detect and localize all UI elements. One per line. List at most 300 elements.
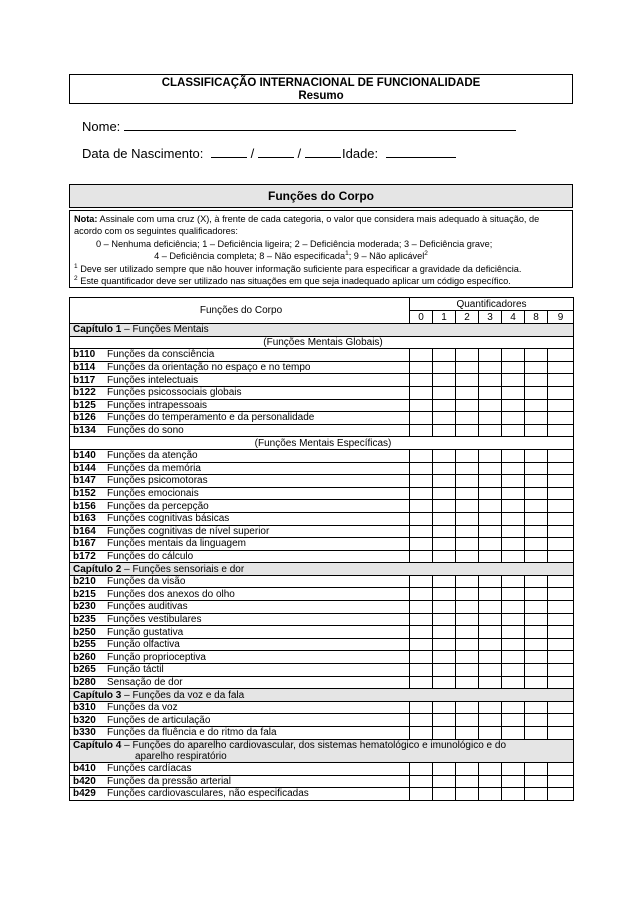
table-row	[70, 525, 574, 538]
qualifiers-line-1: 0 – Nenhuma deficiência; 1 – Deficiência ligeira; 2 – Deficiência moderada; 3 – Deficiência grave;	[96, 238, 493, 249]
category-code: b152	[73, 488, 96, 500]
qualifier-checkbox-0[interactable]	[410, 386, 433, 399]
footnote-mark: 2	[424, 250, 428, 258]
qualifier-checkbox-0[interactable]	[410, 626, 433, 639]
qualifier-checkbox-8[interactable]	[525, 462, 548, 475]
qualifier-checkbox-2[interactable]	[456, 676, 479, 689]
qualifier-checkbox-4[interactable]	[502, 361, 525, 374]
category-code: b210	[73, 576, 96, 588]
qualifier-checkbox-0[interactable]	[410, 525, 433, 538]
category-cell	[70, 487, 410, 500]
qualifier-checkbox-2[interactable]	[456, 374, 479, 387]
table-row	[70, 575, 574, 588]
subsection-title: (Funções Mentais Globais)	[70, 336, 574, 349]
qualifier-checkbox-4[interactable]	[502, 412, 525, 425]
table-row	[70, 550, 574, 563]
qualifier-checkbox-4[interactable]	[502, 475, 525, 488]
qualifier-checkbox-9[interactable]	[548, 361, 574, 374]
table-row	[70, 449, 574, 462]
qualifier-checkbox-3[interactable]	[479, 601, 502, 614]
qualifier-checkbox-1[interactable]	[433, 638, 456, 651]
qualifier-checkbox-1[interactable]	[433, 626, 456, 639]
qualifier-checkbox-9[interactable]	[548, 525, 574, 538]
qualifier-checkbox-9[interactable]	[548, 762, 574, 775]
qualifier-checkbox-2[interactable]	[456, 651, 479, 664]
table-row	[70, 399, 574, 412]
category-cell	[70, 762, 410, 775]
table-row	[70, 475, 574, 488]
qualifier-checkbox-2[interactable]	[456, 714, 479, 727]
qualifier-checkbox-3[interactable]	[479, 613, 502, 626]
qualifier-checkbox-1[interactable]	[433, 788, 456, 801]
category-code: b420	[73, 775, 96, 787]
document-header	[69, 74, 573, 104]
qualifier-checkbox-0[interactable]	[410, 714, 433, 727]
qualifier-checkbox-2[interactable]	[456, 762, 479, 775]
qualifier-checkbox-2[interactable]	[456, 613, 479, 626]
qualifier-checkbox-4[interactable]	[502, 374, 525, 387]
qualifier-checkbox-1[interactable]	[433, 512, 456, 525]
qualifier-checkbox-1[interactable]	[433, 775, 456, 788]
qualifier-checkbox-8[interactable]	[525, 525, 548, 538]
qualifier-checkbox-1[interactable]	[433, 412, 456, 425]
category-name: Funções do sono	[107, 425, 184, 437]
qualifier-checkbox-8[interactable]	[525, 512, 548, 525]
category-name: Funções da memória	[107, 462, 201, 474]
qualifier-checkbox-8[interactable]	[525, 601, 548, 614]
qualifier-checkbox-2[interactable]	[456, 638, 479, 651]
footnote-2-text: Este quantificador deve ser utilizado nas situações em que seja inadequado aplicar um código específico.	[80, 276, 511, 287]
qualifier-checkbox-4[interactable]	[502, 664, 525, 677]
qualifier-checkbox-2[interactable]	[456, 575, 479, 588]
category-cell	[70, 626, 410, 639]
qualifiers-line-2	[74, 250, 568, 262]
qualifier-checkbox-0[interactable]	[410, 412, 433, 425]
table-row	[70, 500, 574, 513]
qualifier-checkbox-0[interactable]	[410, 399, 433, 412]
qualifier-checkbox-0[interactable]	[410, 475, 433, 488]
qualifier-checkbox-2[interactable]	[456, 512, 479, 525]
table-row	[70, 512, 574, 525]
qualifier-checkbox-9[interactable]	[548, 374, 574, 387]
qualifier-checkbox-8[interactable]	[525, 676, 548, 689]
qualifier-checkbox-9[interactable]	[548, 788, 574, 801]
column-header-quantifiers: Quantificadores	[410, 298, 574, 311]
qualifier-checkbox-2[interactable]	[456, 475, 479, 488]
qualifier-checkbox-3[interactable]	[479, 575, 502, 588]
qualifier-checkbox-1[interactable]	[433, 538, 456, 551]
qualifier-checkbox-0[interactable]	[410, 664, 433, 677]
qualifier-checkbox-3[interactable]	[479, 349, 502, 362]
category-name: Funções cognitivas de nível superior	[107, 525, 270, 537]
qualifier-checkbox-1[interactable]	[433, 664, 456, 677]
qualifier-checkbox-8[interactable]	[525, 701, 548, 714]
column-header-functions: Funções do Corpo	[70, 298, 410, 324]
qualifier-checkbox-3[interactable]	[479, 651, 502, 664]
qualifier-checkbox-0[interactable]	[410, 601, 433, 614]
qualifier-checkbox-2[interactable]	[456, 538, 479, 551]
qualifier-checkbox-1[interactable]	[433, 727, 456, 740]
qualifier-checkbox-8[interactable]	[525, 775, 548, 788]
qualifier-checkbox-9[interactable]	[548, 701, 574, 714]
category-name: Funções intrapessoais	[107, 399, 208, 411]
subsection-title: (Funções Mentais Específicas)	[70, 437, 574, 450]
qualifier-checkbox-8[interactable]	[525, 349, 548, 362]
qualifier-checkbox-0[interactable]	[410, 462, 433, 475]
qualifier-checkbox-8[interactable]	[525, 550, 548, 563]
qualifier-checkbox-8[interactable]	[525, 361, 548, 374]
qualifier-checkbox-9[interactable]	[548, 676, 574, 689]
qualifier-checkbox-8[interactable]	[525, 651, 548, 664]
qualifier-checkbox-8[interactable]	[525, 762, 548, 775]
qualifier-checkbox-0[interactable]	[410, 374, 433, 387]
qualifier-checkbox-3[interactable]	[479, 500, 502, 513]
qualifier-checkbox-8[interactable]	[525, 399, 548, 412]
qualifier-checkbox-3[interactable]	[479, 399, 502, 412]
footnote-mark: 1	[74, 262, 78, 270]
qualifier-checkbox-9[interactable]	[548, 775, 574, 788]
qualifier-checkbox-3[interactable]	[479, 512, 502, 525]
qualifier-checkbox-9[interactable]	[548, 651, 574, 664]
qualifier-checkbox-0[interactable]	[410, 651, 433, 664]
qualifier-checkbox-8[interactable]	[525, 449, 548, 462]
qualifier-checkbox-4[interactable]	[502, 462, 525, 475]
category-name: Funções da voz	[107, 702, 178, 714]
category-code: b114	[73, 362, 96, 374]
qualifier-checkbox-3[interactable]	[479, 386, 502, 399]
qualifier-checkbox-3[interactable]	[479, 475, 502, 488]
qualifier-checkbox-1[interactable]	[433, 361, 456, 374]
qualifier-checkbox-0[interactable]	[410, 775, 433, 788]
qualifier-checkbox-1[interactable]	[433, 601, 456, 614]
chapter-title: – Funções sensoriais e dor	[121, 563, 245, 575]
qualifier-checkbox-3[interactable]	[479, 487, 502, 500]
category-name: Função táctil	[107, 664, 164, 676]
qualifier-checkbox-1[interactable]	[433, 374, 456, 387]
qualifier-checkbox-0[interactable]	[410, 588, 433, 601]
table-row	[70, 487, 574, 500]
qualifier-checkbox-4[interactable]	[502, 626, 525, 639]
category-code: b167	[73, 538, 96, 550]
table-row	[70, 638, 574, 651]
qualifier-checkbox-4[interactable]	[502, 525, 525, 538]
qualifier-checkbox-9[interactable]	[548, 424, 574, 437]
category-name: Funções da consciência	[107, 349, 215, 361]
qualifier-checkbox-4[interactable]	[502, 500, 525, 513]
qualifier-checkbox-1[interactable]	[433, 475, 456, 488]
qualifier-checkbox-8[interactable]	[525, 487, 548, 500]
category-code: b250	[73, 626, 96, 638]
qualifier-checkbox-1[interactable]	[433, 349, 456, 362]
qualifier-checkbox-2[interactable]	[456, 727, 479, 740]
qualifier-checkbox-2[interactable]	[456, 525, 479, 538]
section-title: Funções do Corpo	[69, 184, 573, 208]
qualifier-checkbox-0[interactable]	[410, 613, 433, 626]
qualifier-checkbox-8[interactable]	[525, 714, 548, 727]
qualifier-checkbox-4[interactable]	[502, 762, 525, 775]
qualifier-checkbox-8[interactable]	[525, 424, 548, 437]
category-name: Sensação de dor	[107, 676, 183, 688]
subsection-row	[70, 336, 574, 349]
qualifier-checkbox-4[interactable]	[502, 575, 525, 588]
qualifier-checkbox-9[interactable]	[548, 412, 574, 425]
qualifier-checkbox-8[interactable]	[525, 500, 548, 513]
qualifier-checkbox-3[interactable]	[479, 449, 502, 462]
qualifier-checkbox-0[interactable]	[410, 727, 433, 740]
qualifier-checkbox-1[interactable]	[433, 449, 456, 462]
category-code: b122	[73, 387, 96, 399]
qualifier-checkbox-1[interactable]	[433, 424, 456, 437]
qualifier-checkbox-1[interactable]	[433, 613, 456, 626]
date-separator: /	[250, 146, 255, 161]
qualifier-checkbox-3[interactable]	[479, 714, 502, 727]
birth-date-field	[82, 146, 341, 161]
category-cell	[70, 664, 410, 677]
qualifier-checkbox-3[interactable]	[479, 550, 502, 563]
qualifier-checkbox-8[interactable]	[525, 727, 548, 740]
qualifier-checkbox-2[interactable]	[456, 361, 479, 374]
qualifier-checkbox-4[interactable]	[502, 349, 525, 362]
qualifier-checkbox-4[interactable]	[502, 676, 525, 689]
category-code: b280	[73, 676, 96, 688]
qualifier-checkbox-0[interactable]	[410, 449, 433, 462]
table-row	[70, 727, 574, 740]
qualifier-checkbox-9[interactable]	[548, 550, 574, 563]
qualifier-checkbox-9[interactable]	[548, 487, 574, 500]
qualifier-checkbox-1[interactable]	[433, 550, 456, 563]
chapter-label: Capítulo 4	[73, 739, 122, 751]
qualifier-checkbox-4[interactable]	[502, 788, 525, 801]
qualifier-checkbox-8[interactable]	[525, 588, 548, 601]
footnote-2	[74, 275, 568, 287]
qualifier-checkbox-3[interactable]	[479, 664, 502, 677]
qualifier-checkbox-0[interactable]	[410, 676, 433, 689]
qualifier-checkbox-3[interactable]	[479, 638, 502, 651]
qualifier-checkbox-0[interactable]	[410, 762, 433, 775]
qualifier-checkbox-4[interactable]	[502, 386, 525, 399]
qualifier-checkbox-9[interactable]	[548, 500, 574, 513]
age-field	[342, 146, 456, 161]
category-code: b310	[73, 702, 96, 714]
qualifier-checkbox-9[interactable]	[548, 588, 574, 601]
qualifier-checkbox-9[interactable]	[548, 399, 574, 412]
qualifier-checkbox-9[interactable]	[548, 638, 574, 651]
qualifier-checkbox-4[interactable]	[502, 449, 525, 462]
qualifier-checkbox-1[interactable]	[433, 386, 456, 399]
qualifier-checkbox-0[interactable]	[410, 638, 433, 651]
qualifier-checkbox-9[interactable]	[548, 512, 574, 525]
table-row	[70, 424, 574, 437]
qualifier-checkbox-4[interactable]	[502, 714, 525, 727]
qualifier-checkbox-0[interactable]	[410, 512, 433, 525]
qualifier-checkbox-0[interactable]	[410, 487, 433, 500]
qualifier-checkbox-9[interactable]	[548, 575, 574, 588]
qualifier-checkbox-2[interactable]	[456, 550, 479, 563]
qualifier-checkbox-2[interactable]	[456, 775, 479, 788]
qualifier-checkbox-0[interactable]	[410, 424, 433, 437]
category-cell	[70, 525, 410, 538]
qualifier-checkbox-9[interactable]	[548, 626, 574, 639]
qualifier-checkbox-8[interactable]	[525, 613, 548, 626]
qualifier-checkbox-2[interactable]	[456, 788, 479, 801]
chapter-label: Capítulo 2	[73, 563, 122, 575]
qualifier-checkbox-9[interactable]	[548, 664, 574, 677]
chapter-row	[70, 324, 574, 337]
qualifier-checkbox-2[interactable]	[456, 399, 479, 412]
qualifier-checkbox-1[interactable]	[433, 575, 456, 588]
qualifier-checkbox-1[interactable]	[433, 525, 456, 538]
qualifier-checkbox-3[interactable]	[479, 775, 502, 788]
qualifier-checkbox-9[interactable]	[548, 475, 574, 488]
qualifier-checkbox-8[interactable]	[525, 412, 548, 425]
qualifier-checkbox-4[interactable]	[502, 424, 525, 437]
qualifier-checkbox-3[interactable]	[479, 538, 502, 551]
qualifier-checkbox-8[interactable]	[525, 386, 548, 399]
qualifier-checkbox-1[interactable]	[433, 651, 456, 664]
qualifier-checkbox-2[interactable]	[456, 601, 479, 614]
qualifier-checkbox-1[interactable]	[433, 762, 456, 775]
qualifier-checkbox-0[interactable]	[410, 701, 433, 714]
category-cell	[70, 775, 410, 788]
qualifier-checkbox-3[interactable]	[479, 788, 502, 801]
qualifier-checkbox-2[interactable]	[456, 449, 479, 462]
qualifier-checkbox-9[interactable]	[548, 727, 574, 740]
table-row	[70, 775, 574, 788]
qualifier-checkbox-4[interactable]	[502, 399, 525, 412]
quantifier-header-3: 3	[479, 311, 502, 324]
qualifier-checkbox-4[interactable]	[502, 613, 525, 626]
qualifier-checkbox-2[interactable]	[456, 412, 479, 425]
qualifier-checkbox-9[interactable]	[548, 714, 574, 727]
qualifier-checkbox-4[interactable]	[502, 487, 525, 500]
qualifier-checkbox-3[interactable]	[479, 762, 502, 775]
qualifier-checkbox-0[interactable]	[410, 550, 433, 563]
qualifier-checkbox-3[interactable]	[479, 424, 502, 437]
category-code: b235	[73, 613, 96, 625]
qualifier-checkbox-9[interactable]	[548, 462, 574, 475]
age-input-line[interactable]	[386, 157, 456, 158]
category-name: Funções psicomotoras	[107, 475, 208, 487]
qualifier-checkbox-3[interactable]	[479, 676, 502, 689]
qualifier-checkbox-0[interactable]	[410, 361, 433, 374]
qualifier-checkbox-3[interactable]	[479, 626, 502, 639]
birth-day-line[interactable]	[211, 157, 247, 158]
qualifier-checkbox-4[interactable]	[502, 638, 525, 651]
qualifier-checkbox-1[interactable]	[433, 487, 456, 500]
qualifier-checkbox-2[interactable]	[456, 626, 479, 639]
category-cell	[70, 475, 410, 488]
qualifier-checkbox-1[interactable]	[433, 399, 456, 412]
qualifier-checkbox-3[interactable]	[479, 374, 502, 387]
category-cell	[70, 349, 410, 362]
qualifier-checkbox-2[interactable]	[456, 701, 479, 714]
category-name: Funções cognitivas básicas	[107, 513, 230, 525]
qualifier-checkbox-2[interactable]	[456, 424, 479, 437]
qualifier-checkbox-3[interactable]	[479, 588, 502, 601]
qualifier-checkbox-4[interactable]	[502, 651, 525, 664]
qualifier-checkbox-0[interactable]	[410, 575, 433, 588]
qualifiers-table	[69, 297, 574, 801]
category-code: b410	[73, 763, 96, 775]
qualifier-checkbox-9[interactable]	[548, 386, 574, 399]
qualifier-checkbox-9[interactable]	[548, 538, 574, 551]
qualifier-checkbox-1[interactable]	[433, 500, 456, 513]
qualifier-checkbox-0[interactable]	[410, 538, 433, 551]
qualifier-checkbox-8[interactable]	[525, 638, 548, 651]
table-row	[70, 788, 574, 801]
table-row	[70, 714, 574, 727]
qualifier-checkbox-0[interactable]	[410, 349, 433, 362]
name-input-line[interactable]	[124, 130, 516, 131]
qualifier-checkbox-3[interactable]	[479, 701, 502, 714]
qualifier-checkbox-2[interactable]	[456, 349, 479, 362]
document-title: CLASSIFICAÇÃO INTERNACIONAL DE FUNCIONALIDADE	[161, 77, 481, 89]
category-code: b255	[73, 639, 96, 651]
qualifier-checkbox-8[interactable]	[525, 374, 548, 387]
qualifier-checkbox-2[interactable]	[456, 500, 479, 513]
qualifier-checkbox-9[interactable]	[548, 349, 574, 362]
qualifier-checkbox-1[interactable]	[433, 462, 456, 475]
qualifier-checkbox-8[interactable]	[525, 788, 548, 801]
qualifier-checkbox-8[interactable]	[525, 664, 548, 677]
category-name: Função olfactiva	[107, 639, 180, 651]
qualifier-checkbox-9[interactable]	[548, 449, 574, 462]
qualifier-checkbox-2[interactable]	[456, 462, 479, 475]
qualifier-checkbox-0[interactable]	[410, 788, 433, 801]
qualifier-checkbox-4[interactable]	[502, 775, 525, 788]
qualifier-checkbox-3[interactable]	[479, 462, 502, 475]
qualifier-checkbox-8[interactable]	[525, 538, 548, 551]
qualifier-checkbox-3[interactable]	[479, 361, 502, 374]
qualifier-checkbox-4[interactable]	[502, 512, 525, 525]
qualifier-checkbox-2[interactable]	[456, 386, 479, 399]
category-name: Funções cardiovasculares, não especificadas	[107, 788, 309, 800]
category-cell	[70, 727, 410, 740]
qualifier-checkbox-4[interactable]	[502, 701, 525, 714]
birth-month-line[interactable]	[258, 157, 294, 158]
qualifier-checkbox-9[interactable]	[548, 601, 574, 614]
table-header-row	[70, 298, 574, 311]
qualifier-checkbox-3[interactable]	[479, 412, 502, 425]
birth-year-line[interactable]	[305, 157, 341, 158]
qualifier-checkbox-9[interactable]	[548, 613, 574, 626]
qualifier-checkbox-2[interactable]	[456, 664, 479, 677]
qualifier-checkbox-1[interactable]	[433, 701, 456, 714]
qualifier-checkbox-3[interactable]	[479, 727, 502, 740]
qualifier-checkbox-2[interactable]	[456, 588, 479, 601]
qualifier-checkbox-3[interactable]	[479, 525, 502, 538]
category-cell	[70, 500, 410, 513]
category-name: Funções mentais da linguagem	[107, 538, 246, 550]
qualifier-checkbox-1[interactable]	[433, 714, 456, 727]
qualifier-checkbox-1[interactable]	[433, 588, 456, 601]
note-label: Nota:	[74, 214, 98, 224]
qualifier-checkbox-2[interactable]	[456, 487, 479, 500]
chapter-title: – Funções Mentais	[121, 324, 209, 336]
footnote-mark: 1	[345, 250, 349, 258]
qualifier-checkbox-8[interactable]	[525, 475, 548, 488]
qualifier-checkbox-4[interactable]	[502, 550, 525, 563]
qualifier-checkbox-4[interactable]	[502, 538, 525, 551]
qualifier-checkbox-4[interactable]	[502, 601, 525, 614]
qualifier-checkbox-4[interactable]	[502, 727, 525, 740]
qualifier-checkbox-8[interactable]	[525, 575, 548, 588]
category-cell	[70, 588, 410, 601]
qualifier-checkbox-0[interactable]	[410, 500, 433, 513]
qualifier-checkbox-1[interactable]	[433, 676, 456, 689]
qualifier-checkbox-8[interactable]	[525, 626, 548, 639]
qualifier-checkbox-4[interactable]	[502, 588, 525, 601]
